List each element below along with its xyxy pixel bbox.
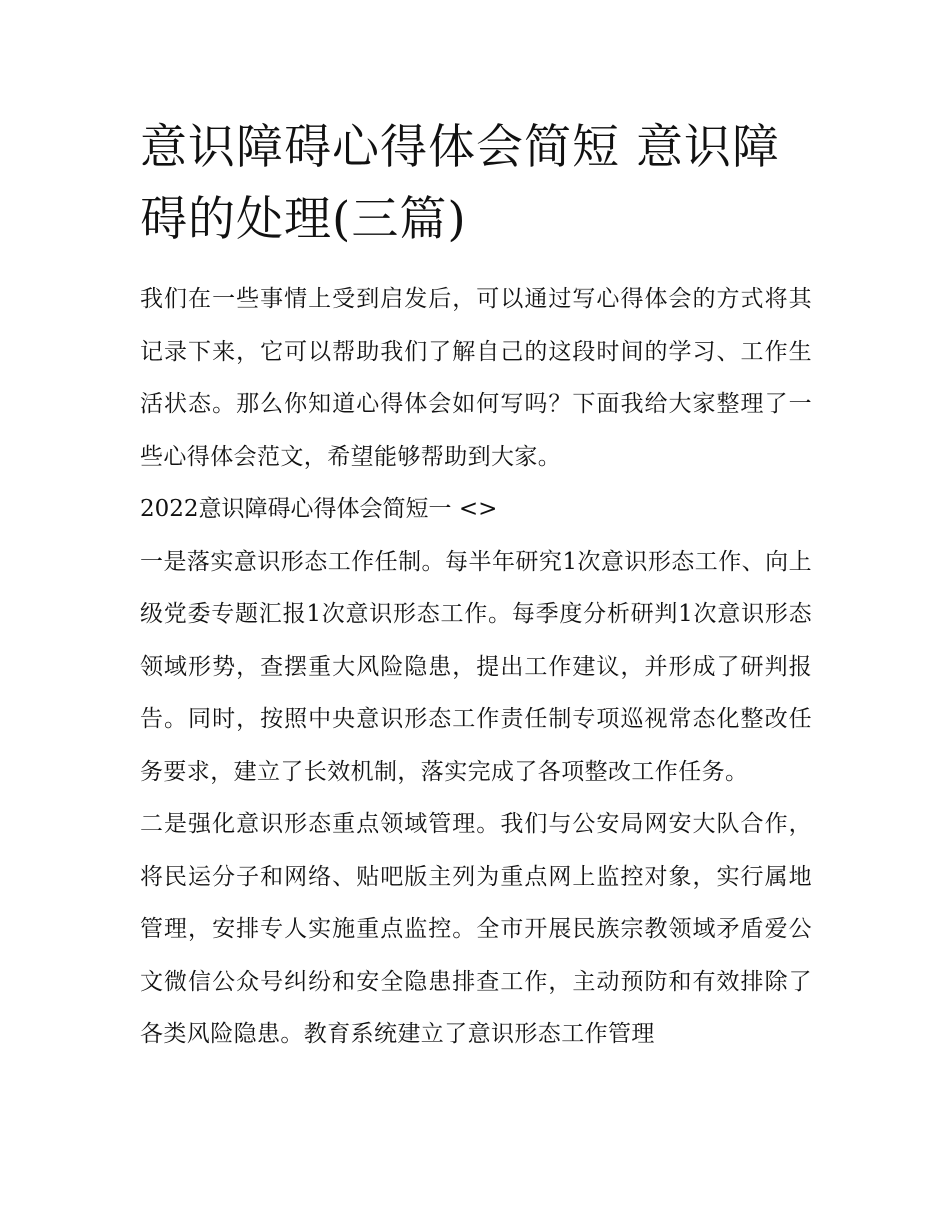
- intro-paragraph: 我们在一些事情上受到启发后，可以通过写心得体会的方式将其记录下来，它可以帮助我们了解自己的这段时间的学习、工作生活状态。那么你知道心得体会如何写吗？下面我给大家整理了一些心得体会范文，希望能够帮助到大家。: [140, 286, 812, 470]
- body-paragraph-1: 一是落实意识形态工作任制。每半年研究1次意识形态工作、向上级党委专题汇报1次意识形态工作。每季度分析研判1次意识形态领域形势，查摆重大风险隐患，提出工作建议，并形成了研判报告。同时，按照中央意识形态工作责任制专项巡视常态化整改任务要求，建立了长效机制，落实完成了各项整改工作任务。: [140, 548, 812, 785]
- document-title: 意识障碍心得体会简短 意识障碍的处理(三篇): [140, 120, 780, 247]
- section-heading: 2022意识障碍心得体会简短一 <>: [140, 496, 498, 522]
- body-paragraph-2: 二是强化意识形态重点领域管理。我们与公安局网安大队合作，将民运分子和网络、贴吧版主列为重点网上监控对象，实行属地管理，安排专人实施重点监控。全市开展民族宗教领域矛盾爱公文微信公众号纠纷和安全隐患排查工作，主动预防和有效排除了各类风险隐患。教育系统建立了意识形态工作管理: [140, 811, 812, 1047]
- document-page: [140, 112, 812, 1061]
